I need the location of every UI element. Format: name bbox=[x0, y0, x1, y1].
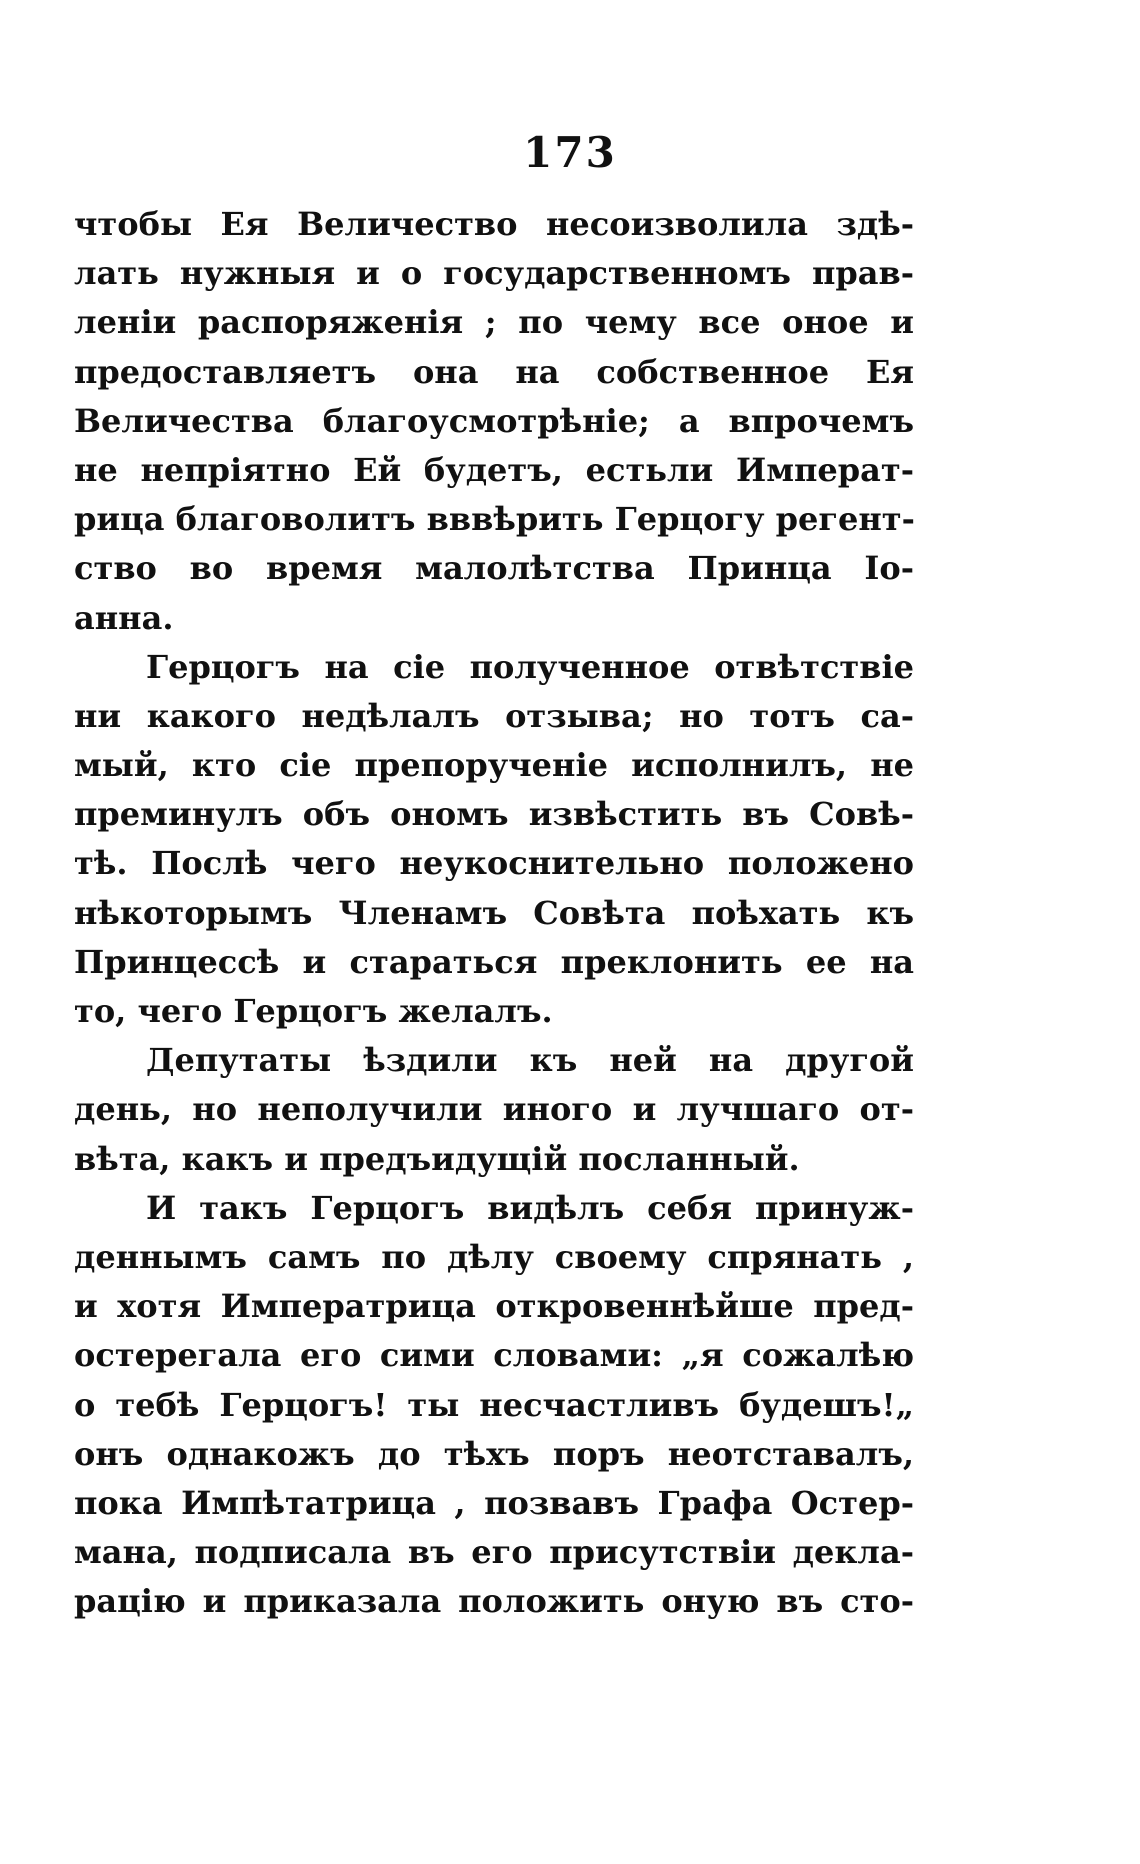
text-line: Величества благоусмотрѣніе; а впрочемъ bbox=[74, 401, 914, 440]
text-line: Герцогъ на сіе полученное отвѣтствіе bbox=[146, 647, 914, 686]
text-line: И такъ Герцогъ видѣлъ себя принуж- bbox=[146, 1188, 914, 1227]
text-line: рацію и приказала положить оную въ сто- bbox=[74, 1582, 914, 1621]
text-line: и хотя Императрица откровеннѣйше пред- bbox=[74, 1287, 914, 1326]
text-line: преминулъ объ ономъ извѣстить въ Совѣ- bbox=[74, 795, 914, 834]
text-line: то, чего Герцогъ желалъ. bbox=[74, 992, 553, 1030]
text-line: день, но неполучили иного и лучшаго от- bbox=[74, 1090, 914, 1129]
text-line: ство во время малолѣтства Принца Іо- bbox=[74, 549, 914, 588]
paragraph bbox=[74, 1184, 914, 1627]
text-line: Депутаты ѣздили къ ней на другой bbox=[146, 1041, 914, 1080]
text-line: не непріятно Ей будетъ, естьли Императ- bbox=[74, 450, 914, 489]
paragraph bbox=[74, 200, 914, 643]
body-text bbox=[74, 200, 914, 1626]
text-line: деннымъ самъ по дѣлу своему спрянать , bbox=[74, 1237, 914, 1276]
text-line: ни какого недѣлалъ отзыва; но тотъ са- bbox=[74, 696, 914, 735]
text-line: онъ однакожъ до тѣхъ поръ неотставалъ, bbox=[74, 1434, 914, 1473]
text-line: о тебѣ Герцогъ! ты несчастливъ будешъ!„ bbox=[74, 1385, 914, 1424]
text-line: остерегала его сими словами: „я сожалѣю bbox=[74, 1336, 914, 1375]
page-number: 173 bbox=[523, 128, 617, 177]
text-line: чтобы Ея Величество несоизволила здѣ- bbox=[74, 205, 914, 243]
text-line: рица благоволитъ вввѣрить Герцогу регент- bbox=[74, 500, 915, 539]
text-line: тѣ. Послѣ чего неукоснительно положено bbox=[74, 844, 914, 883]
text-line: лать нужныя и о государственномъ прав- bbox=[74, 254, 914, 293]
text-line: предоставляетъ она на собственное Ея bbox=[74, 352, 914, 391]
text-line: пока Импѣтатрица , позвавъ Графа Остер- bbox=[74, 1483, 914, 1522]
text-line: мый, кто сіе препорученіе исполнилъ, не bbox=[74, 746, 914, 785]
text-line: Принцессѣ и стараться преклонить ее на bbox=[74, 942, 914, 981]
text-line: вѣта, какъ и предъидущій посланный. bbox=[74, 1139, 800, 1178]
text-line: мана, подписала въ его присутствіи декла- bbox=[74, 1533, 914, 1572]
text-line: нѣкоторымъ Членамъ Совѣта поѣхать къ bbox=[74, 893, 914, 932]
text-line: леніи распоряженія ; по чему все оное и bbox=[74, 303, 914, 342]
text-line: анна. bbox=[74, 598, 174, 637]
paragraph bbox=[74, 643, 914, 1037]
paragraph bbox=[74, 1036, 914, 1184]
